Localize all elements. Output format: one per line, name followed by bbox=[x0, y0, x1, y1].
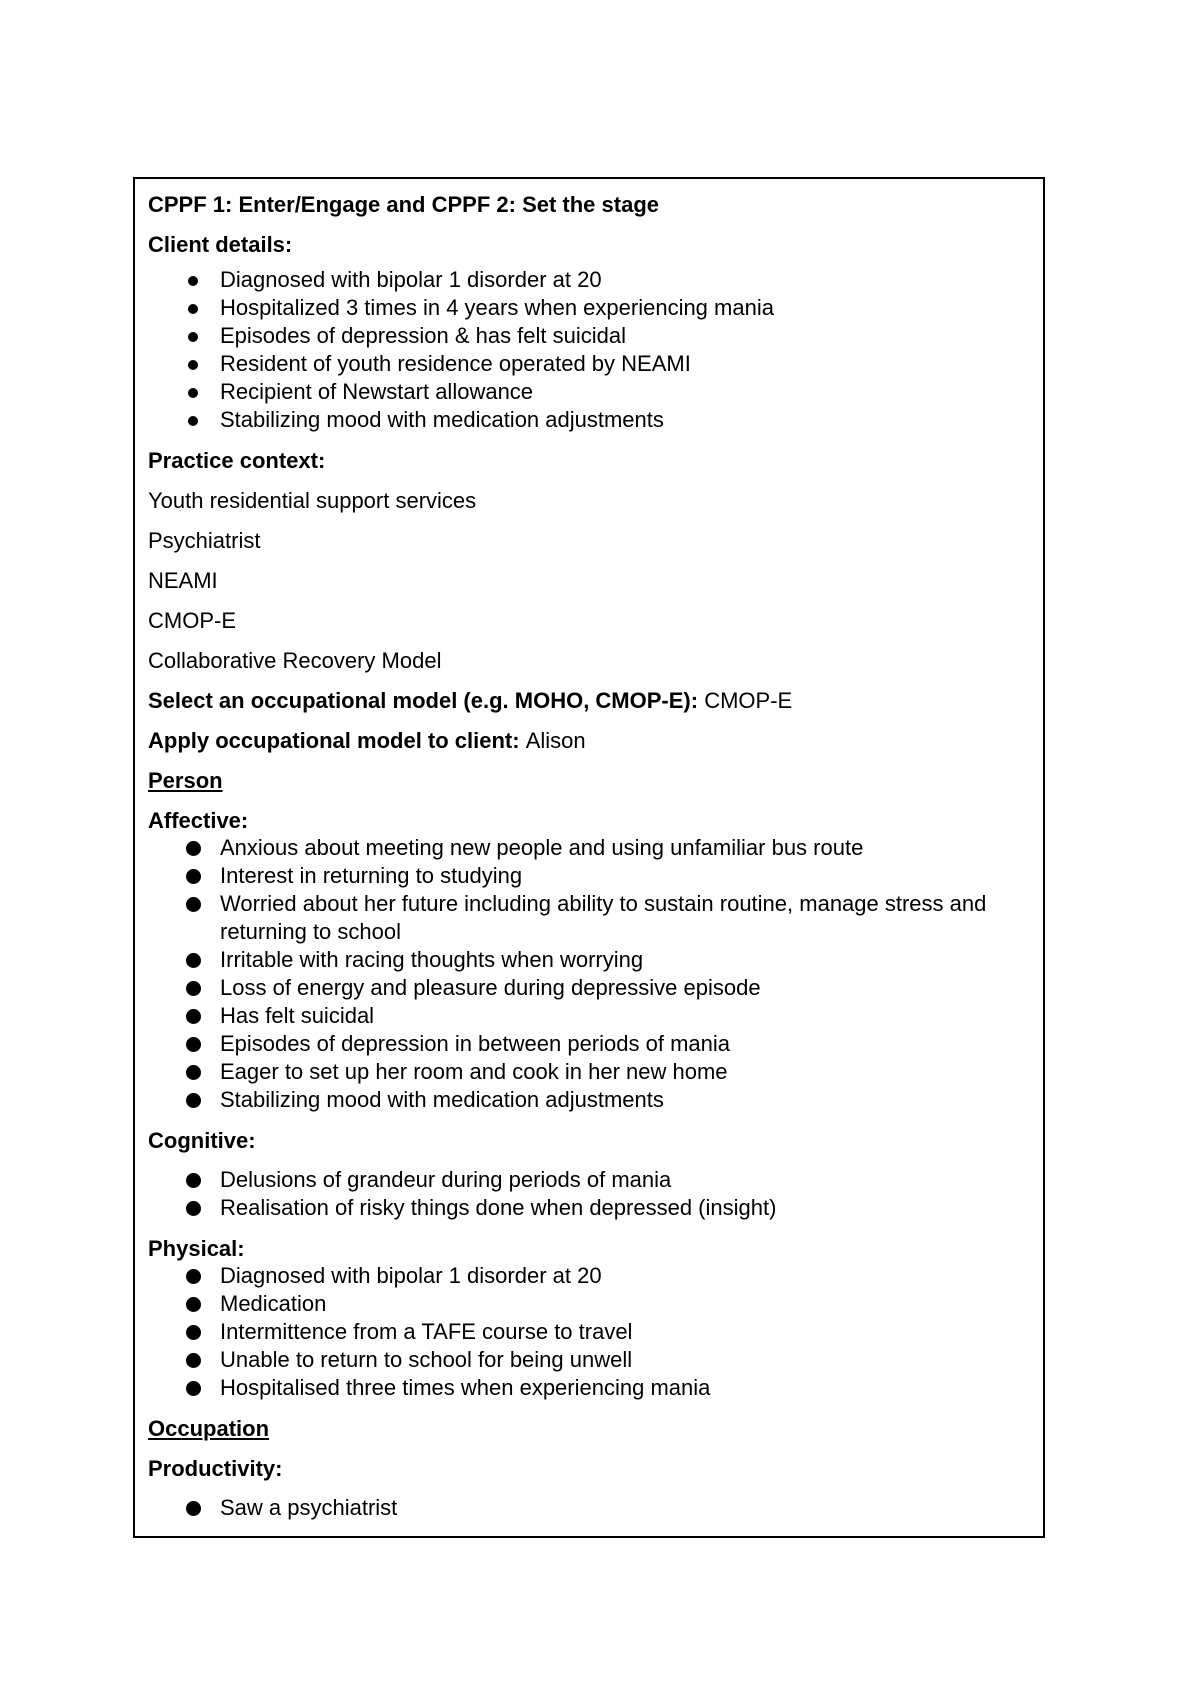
list-item: Loss of energy and pleasure during depressive episode bbox=[148, 974, 1030, 1002]
affective-label: Affective: bbox=[148, 808, 249, 833]
occupation-heading: Occupation bbox=[148, 1416, 270, 1441]
bullet-icon bbox=[186, 1353, 201, 1368]
list-item: Anxious about meeting new people and using unfamiliar bus route bbox=[148, 834, 1030, 862]
person-heading: Person bbox=[148, 768, 223, 793]
list-item: Stabilizing mood with medication adjustments bbox=[148, 406, 1030, 434]
practice-context-item: Youth residential support services bbox=[148, 488, 477, 513]
bullet-icon bbox=[186, 1297, 201, 1312]
cognitive-list bbox=[148, 1166, 1030, 1222]
client-details-label: Client details: bbox=[148, 232, 293, 257]
bullet-icon bbox=[188, 416, 198, 426]
list-item: Intermittence from a TAFE course to travel bbox=[148, 1318, 1030, 1346]
list-item: Diagnosed with bipolar 1 disorder at 20 bbox=[148, 1262, 1030, 1290]
physical-label: Physical: bbox=[148, 1236, 245, 1261]
practice-context-item: Psychiatrist bbox=[148, 528, 261, 553]
list-item: Interest in returning to studying bbox=[148, 862, 1030, 890]
cognitive-label: Cognitive: bbox=[148, 1128, 256, 1153]
list-item: Unable to return to school for being unwell bbox=[148, 1346, 1030, 1374]
productivity-label: Productivity: bbox=[148, 1456, 283, 1481]
list-item: Delusions of grandeur during periods of mania bbox=[148, 1166, 1030, 1194]
section-title: CPPF 1: Enter/Engage and CPPF 2: Set the stage bbox=[148, 192, 659, 217]
bullet-icon bbox=[188, 360, 198, 370]
model-select-line bbox=[148, 688, 1030, 714]
model-apply-value: Alison bbox=[525, 728, 586, 753]
model-select-label: Select an occupational model (e.g. MOHO, CMOP-E): bbox=[148, 688, 699, 713]
bullet-icon bbox=[188, 304, 198, 314]
list-item: Diagnosed with bipolar 1 disorder at 20 bbox=[148, 266, 1030, 294]
client-details-list bbox=[148, 266, 1030, 434]
list-item: Eager to set up her room and cook in her new home bbox=[148, 1058, 1030, 1086]
bullet-icon bbox=[186, 981, 201, 996]
list-item: Recipient of Newstart allowance bbox=[148, 378, 1030, 406]
bullet-icon bbox=[186, 1269, 201, 1284]
practice-context-item: Collaborative Recovery Model bbox=[148, 648, 442, 673]
practice-context-item: CMOP-E bbox=[148, 608, 236, 633]
list-item: Hospitalised three times when experiencing mania bbox=[148, 1374, 1030, 1402]
bullet-icon bbox=[186, 1325, 201, 1340]
practice-context-label: Practice context: bbox=[148, 448, 326, 473]
list-item: Realisation of risky things done when depressed (insight) bbox=[148, 1194, 1030, 1222]
bullet-icon bbox=[186, 1173, 201, 1188]
document-table-cell bbox=[133, 177, 1045, 1538]
physical-list bbox=[148, 1262, 1030, 1402]
bullet-icon bbox=[186, 1201, 201, 1216]
model-select-value: CMOP-E bbox=[704, 688, 793, 713]
model-apply-label: Apply occupational model to client: bbox=[148, 728, 520, 753]
bullet-icon bbox=[186, 869, 201, 884]
list-item: Episodes of depression in between periods of mania bbox=[148, 1030, 1030, 1058]
bullet-icon bbox=[186, 1065, 201, 1080]
bullet-icon bbox=[188, 276, 198, 286]
list-item: Has felt suicidal bbox=[148, 1002, 1030, 1030]
bullet-icon bbox=[186, 841, 201, 856]
list-item: Medication bbox=[148, 1290, 1030, 1318]
list-item: Episodes of depression & has felt suicidal bbox=[148, 322, 1030, 350]
list-item: Resident of youth residence operated by NEAMI bbox=[148, 350, 1030, 378]
list-item: Irritable with racing thoughts when worrying bbox=[148, 946, 1030, 974]
list-item: Worried about her future including ability to sustain routine, manage stress and returning to school bbox=[148, 890, 1030, 946]
bullet-icon bbox=[188, 332, 198, 342]
bullet-icon bbox=[186, 953, 201, 968]
productivity-list bbox=[148, 1494, 1030, 1522]
bullet-icon bbox=[186, 1381, 201, 1396]
model-apply-line bbox=[148, 728, 1030, 754]
list-item: Stabilizing mood with medication adjustments bbox=[148, 1086, 1030, 1114]
bullet-icon bbox=[188, 388, 198, 398]
bullet-icon bbox=[186, 1037, 201, 1052]
bullet-icon bbox=[186, 897, 201, 912]
bullet-icon bbox=[186, 1009, 201, 1024]
list-item: Saw a psychiatrist bbox=[148, 1494, 1030, 1522]
practice-context-item: NEAMI bbox=[148, 568, 218, 593]
affective-list bbox=[148, 834, 1030, 1114]
bullet-icon bbox=[186, 1093, 201, 1108]
bullet-icon bbox=[186, 1501, 201, 1516]
list-item: Hospitalized 3 times in 4 years when experiencing mania bbox=[148, 294, 1030, 322]
